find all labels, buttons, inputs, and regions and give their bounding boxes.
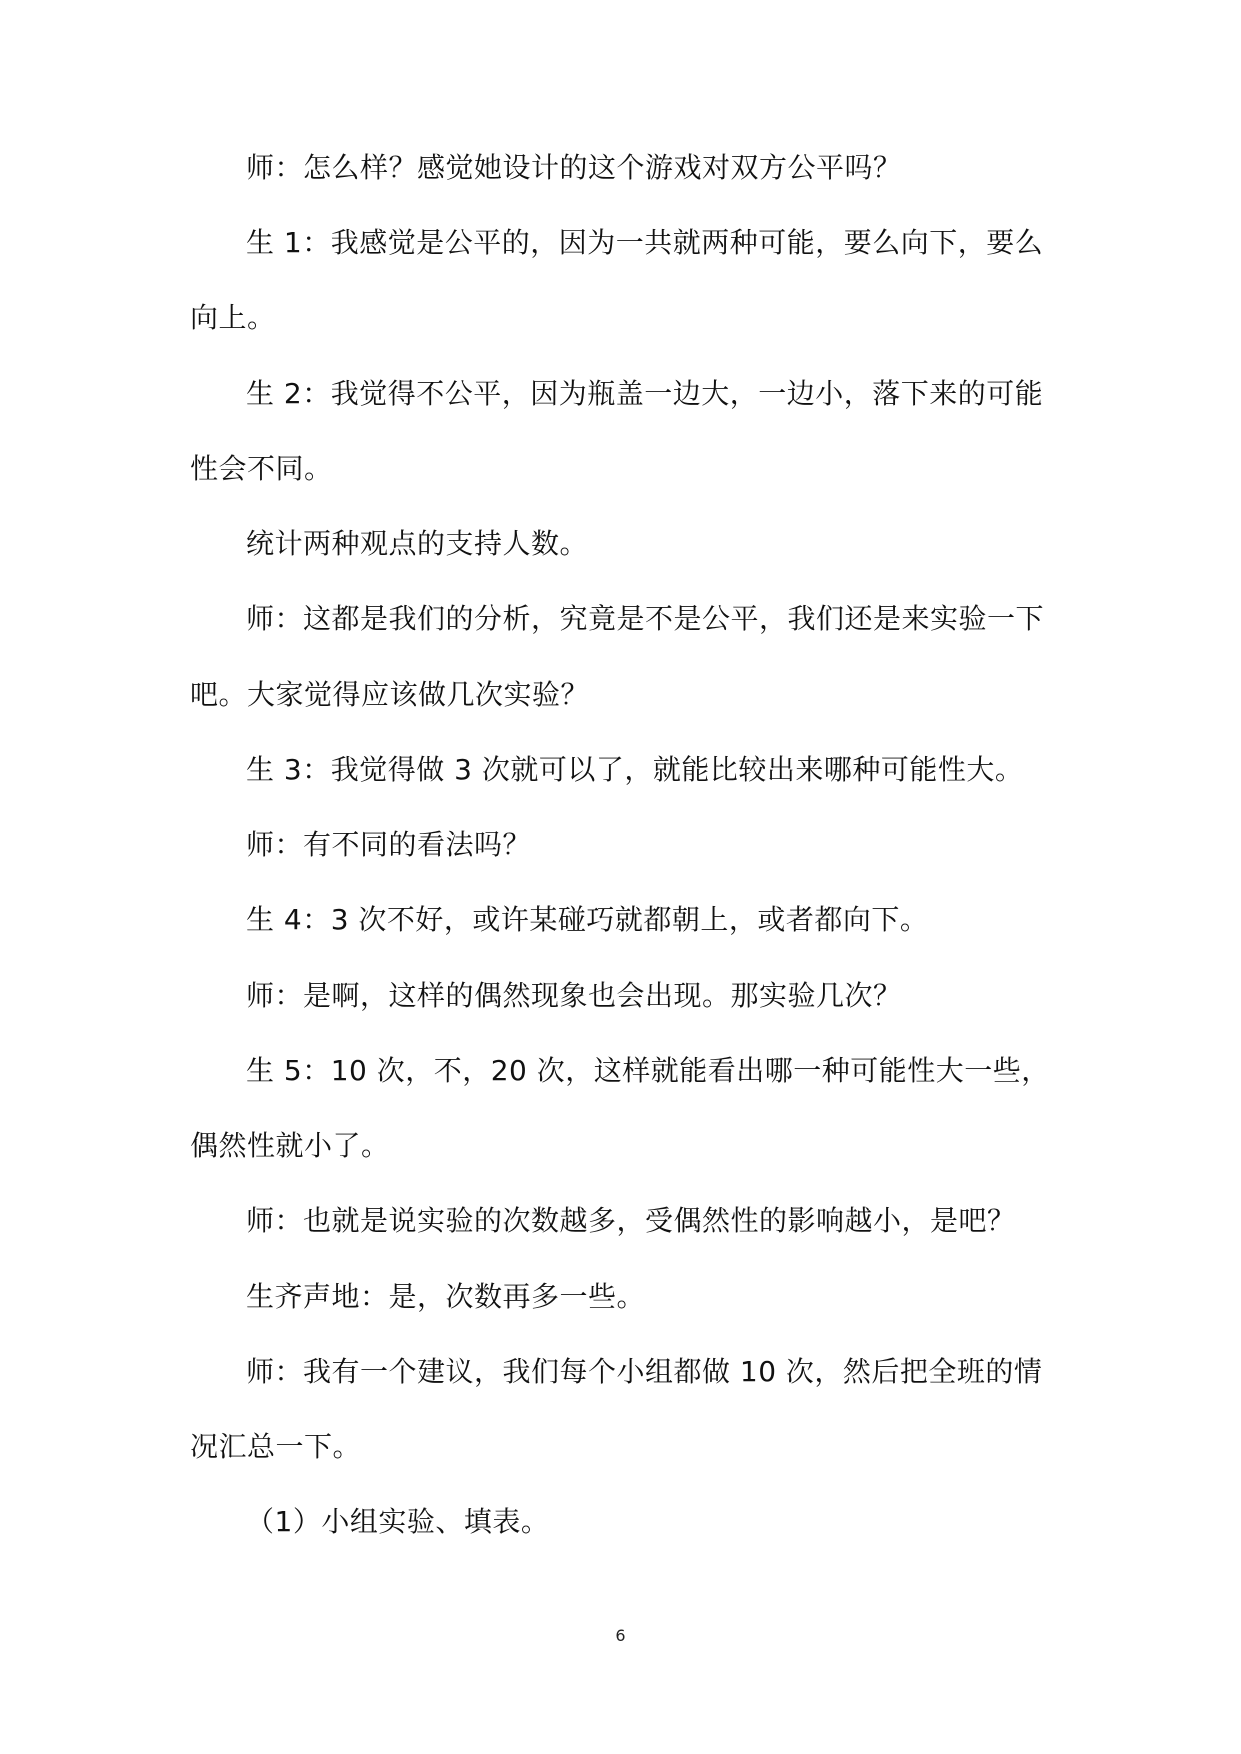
text-line: 师：也就是说实验的次数越多，受偶然性的影响越小，是吧？ <box>246 1204 1016 1237</box>
page-number: 6 <box>615 1626 626 1645</box>
text-line: 师：怎么样？感觉她设计的这个游戏对双方公平吗？ <box>246 151 902 184</box>
text-line: 师：这都是我们的分析，究竟是不是公平，我们还是来实验一下 <box>246 602 1045 635</box>
text-line: 生 4：3 次不好，或许某碰巧就都朝上，或者都向下。 <box>246 903 929 936</box>
text-line: 师：有不同的看法吗？ <box>246 828 532 861</box>
text-line: 生 1：我感觉是公平的，因为一共就两种可能，要么向下，要么 <box>246 226 1044 259</box>
text-line: 况汇总一下。 <box>190 1430 362 1463</box>
text-line: 统计两种观点的支持人数。 <box>246 527 589 560</box>
text-line: 师：是啊，这样的偶然现象也会出现。那实验几次？ <box>246 979 902 1012</box>
text-line: 生 5：10 次，不，20 次，这样就能看出哪一种可能性大一些， <box>246 1054 1050 1087</box>
text-line: 生 3：我觉得做 3 次就可以了，就能比较出来哪种可能性大。 <box>246 753 1024 786</box>
text-line: 性会不同。 <box>190 452 333 485</box>
text-line: 生齐声地：是，次数再多一些。 <box>246 1280 646 1313</box>
text-line: 师：我有一个建议，我们每个小组都做 10 次，然后把全班的情 <box>246 1355 1043 1388</box>
text-line: 向上。 <box>190 301 276 334</box>
text-line: 生 2：我觉得不公平，因为瓶盖一边大，一边小，落下来的可能 <box>246 377 1044 410</box>
text-line: （1）小组实验、填表。 <box>246 1505 550 1538</box>
text-line: 偶然性就小了。 <box>190 1129 390 1162</box>
text-line: 吧。大家觉得应该做几次实验？ <box>190 678 590 711</box>
